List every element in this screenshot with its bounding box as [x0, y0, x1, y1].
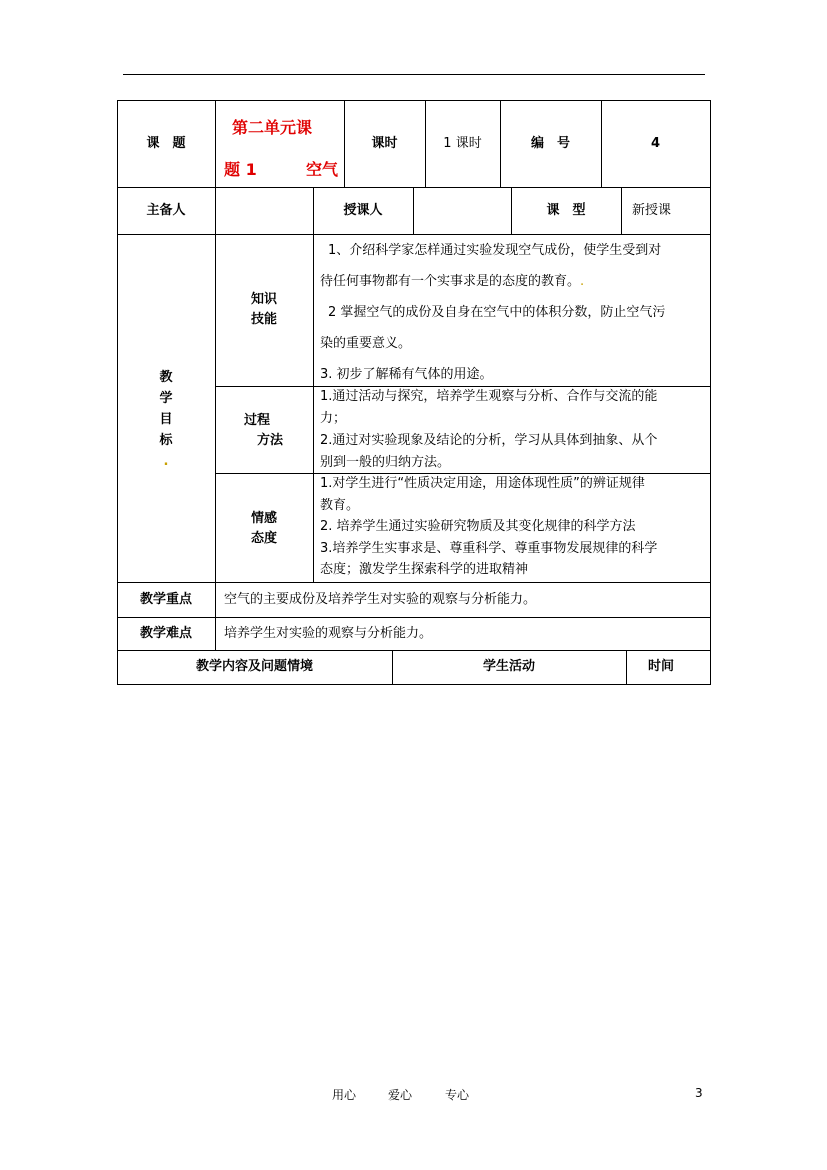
- emotion-label-line: 情感: [250, 511, 277, 526]
- knowledge-item-1-line1: 1、介绍科学家怎样通过实验发现空气成份，使学生受到对: [328, 243, 662, 258]
- row-divider: [117, 617, 711, 618]
- objectives-label-char: 教: [159, 370, 173, 385]
- lesson-title-line2-a: 题 1: [224, 160, 257, 179]
- column-time-header: 时间: [647, 659, 674, 674]
- col-divider: [313, 234, 314, 582]
- key-point-value: 空气的主要成份及培养学生对实验的观察与分析能力。: [224, 592, 537, 607]
- type-label: 课 型: [546, 203, 586, 218]
- knowledge-label-line: 知识: [250, 292, 277, 307]
- knowledge-label: [215, 290, 313, 330]
- key-point-label: 教学重点: [139, 592, 192, 607]
- type-value: 新授课: [632, 203, 672, 218]
- title-label: 课 题: [146, 136, 186, 151]
- column-content-header: 教学内容及问题情境: [195, 659, 313, 674]
- row-divider: [117, 582, 711, 583]
- objectives-label-char: 标: [159, 433, 173, 448]
- emotion-label-line: 态度: [250, 531, 277, 546]
- difficulty-label: 教学难点: [139, 626, 192, 641]
- knowledge-item-3: 3. 初步了解稀有气体的用途。: [320, 367, 493, 382]
- process-label-line: 方法: [256, 433, 283, 448]
- number-label: 编 号: [530, 136, 570, 151]
- objectives-label-char: 学: [159, 391, 173, 406]
- process-item-2-line1: 2.通过对实验现象及结论的分析，学习从具体到抽象、从个: [320, 433, 658, 448]
- table-border-bottom: [117, 684, 711, 685]
- emotion-item-1-line2: 教育。: [320, 497, 360, 513]
- col-divider: [215, 100, 216, 187]
- knowledge-item-1-dot: .: [580, 274, 585, 289]
- difficulty-value: 培养学生对实验的观察与分析能力。: [224, 626, 433, 641]
- emotion-content: [320, 473, 708, 581]
- knowledge-content: [320, 235, 708, 390]
- process-item-2-line2: 别到一般的归纳方法。: [320, 455, 451, 470]
- emotion-item-2: 2. 培养学生通过实验研究物质及其变化规律的科学方法: [320, 519, 636, 534]
- process-content: [320, 386, 708, 474]
- col-divider: [621, 187, 622, 234]
- objectives-label-dot: .: [163, 454, 169, 469]
- period-label: 课时: [371, 136, 398, 151]
- period-value: 1 课时: [443, 136, 482, 151]
- knowledge-label-line: 技能: [250, 312, 277, 327]
- column-activity-header: 学生活动: [482, 659, 535, 674]
- objectives-label-char: 目: [159, 412, 173, 427]
- col-divider: [215, 582, 216, 650]
- process-item-1-line2: 力；: [320, 411, 347, 426]
- knowledge-item-2-line2: 染的重要意义。: [320, 336, 412, 351]
- knowledge-item-2-line1: 2 掌握空气的成份及自身在空气中的体积分数，防止空气污: [328, 305, 666, 320]
- preparer-label: 主备人: [146, 203, 186, 218]
- col-divider: [215, 187, 216, 234]
- table-border-top: [117, 100, 711, 101]
- emotion-item-3-line1: 3.培养学生实事求是、尊重科学、尊重事物发展规律的科学: [320, 540, 658, 556]
- process-label: [215, 411, 313, 451]
- objectives-label: [117, 367, 215, 472]
- emotion-item-3-line2: 态度；激发学生探索科学的进取精神: [320, 562, 529, 577]
- emotion-label: [215, 509, 313, 549]
- emotion-item-1-line1: 1.对学生进行“性质决定用途，用途体现性质”的辨证规律: [320, 476, 645, 491]
- teacher-label: 授课人: [343, 203, 383, 218]
- knowledge-item-1-line2: [320, 266, 708, 297]
- knowledge-item-1-text: 待任何事物都有一个实事求是的态度的教育。: [320, 274, 581, 289]
- process-item-1-line1: 1.通过活动与探究，培养学生观察与分析、合作与交流的能: [320, 389, 658, 404]
- process-label-line: 过程: [243, 413, 270, 428]
- footer-motto-3: 专心: [445, 1088, 470, 1102]
- lesson-title-line1: 第二单元课: [232, 118, 313, 137]
- lesson-title-line2-b: 空气: [306, 160, 339, 179]
- row-divider: [117, 650, 711, 651]
- header-rule: [123, 74, 705, 75]
- number-value: 4: [650, 136, 661, 151]
- page-number: 3: [695, 1086, 703, 1100]
- footer-motto-2: 爱心: [388, 1088, 413, 1102]
- footer-motto-1: 用心: [332, 1088, 357, 1102]
- col-divider: [413, 187, 414, 234]
